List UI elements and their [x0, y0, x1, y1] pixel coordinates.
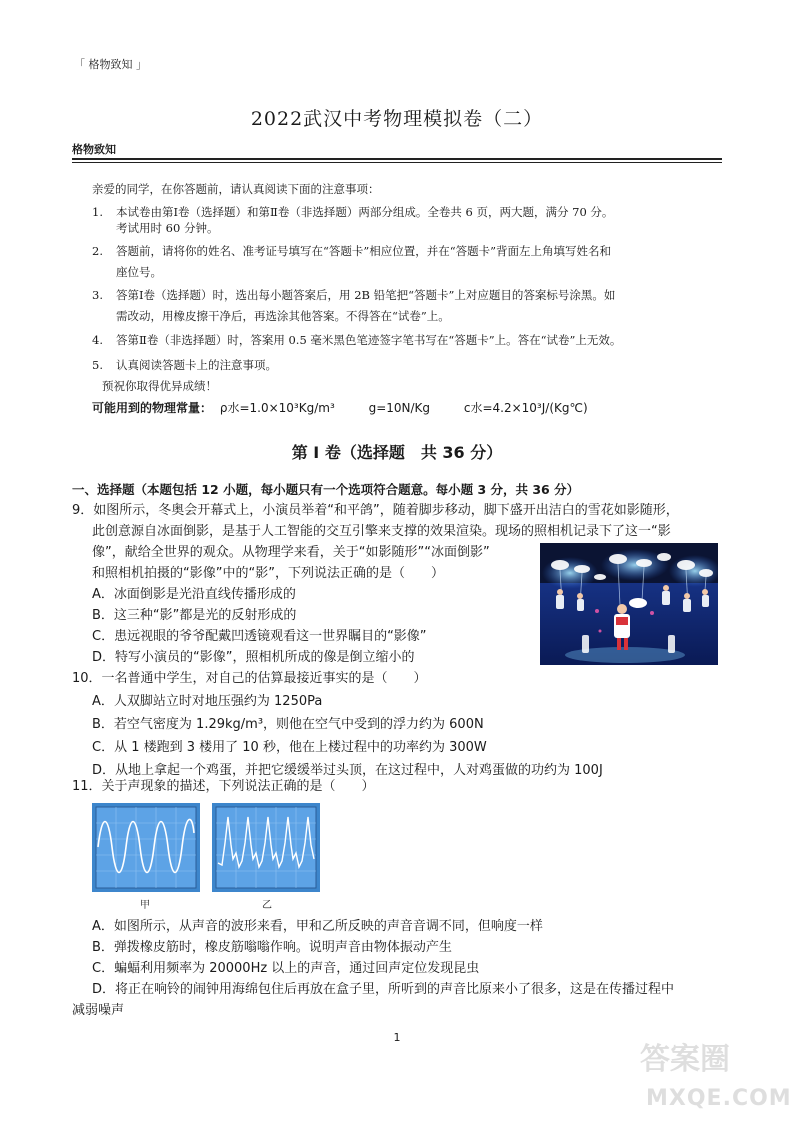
notice-item-num: 4. [92, 333, 103, 347]
q9-stem-line: 此创意源自冰面倒影，是基于人工智能的交互引擎来支撑的效果渲染。现场的照相机记录下了这一“影 [92, 524, 671, 539]
part-heading: 一、选择题（本题包括 12 小题，每小题只有一个选项符合题意。每小题 3 分，共 36 分） [72, 482, 580, 497]
waveform-jia [92, 803, 200, 892]
q9-stem-line: 9．如图所示，冬奥会开幕式上，小演员举着“和平鸽”，随着脚步移动，脚下盛开出洁白的雪花如影随形， [72, 503, 679, 518]
q11-stem: 11．关于声现象的描述，下列说法正确的是（ ） [72, 779, 375, 794]
notice-item-num: 2. [92, 244, 103, 258]
notice-item-text: 本试卷由第Ⅰ卷（选择题）和第Ⅱ卷（非选择题）两部分组成。全卷共 6 页，两大题，满分 70 分。 [116, 205, 614, 219]
olympic-ceremony-photo [540, 543, 718, 665]
notice-item-text: 答第Ⅱ卷（非选择题）时，答案用 0.5 毫米黑色笔迹签字笔书写在“答题卡”上。答在“试卷”上无效。 [116, 333, 622, 347]
q9-option-d: D．特写小演员的“影像”，照相机所成的像是倒立缩小的 [92, 650, 415, 665]
waveform-yi-graphic [212, 803, 320, 892]
q11-option-a: A．如图所示，从声音的波形来看，甲和乙所反映的声音音调不同，但响度一样 [92, 919, 543, 934]
q10-stem: 10．一名普通中学生，对自己的估算最接近事实的是（ ） [72, 671, 427, 686]
q10-option-b: B．若空气密度为 1.29kg/m³，则他在空气中受到的浮力约为 600N [92, 717, 484, 732]
notice-item-text: 答第Ⅰ卷（选择题）时，选出每小题答案后，用 2B 铅笔把“答题卡”上对应题目的答案标号涂黑。如 [116, 288, 616, 302]
q11-option-d: D．将正在响铃的闹钟用海绵包住后再放在盒子里，所听到的声音比原来小了很多，这是在传播过程中 [92, 982, 675, 997]
notice-item-num: 5. [92, 358, 103, 372]
q11-option-c: C．蝙蝠利用频率为 20000Hz 以上的声音，通过回声定位发现昆虫 [92, 961, 480, 976]
waveform-jia-label: 甲 [140, 900, 150, 911]
q9-stem-line: 和照相机拍摄的“影像”中的“影”，下列说法正确的是（ ） [92, 566, 444, 581]
page-title: 2022武汉中考物理模拟卷（二） [250, 108, 544, 130]
notice-item-text: 答题前，请将你的姓名、准考证号填写在“答题卡”相应位置，并在“答题卡”背面左上角填写姓名和 [116, 244, 612, 258]
constant-g: g=10N/Kg [368, 401, 431, 415]
header-tag: 「 格物致知 」 [74, 58, 147, 71]
q9-stem-line: 像”，献给全世界的观众。从物理学来看，关于“如影随形”“冰面倒影” [92, 545, 490, 560]
constants-line [92, 399, 588, 416]
q9-option-c: C．患远视眼的爷爷配戴凹透镜观看这一世界瞩目的“影像” [92, 629, 427, 644]
notice-item-text-cont: 座位号。 [116, 265, 162, 279]
notice-item-num: 3. [92, 288, 103, 302]
notice-item-text: 认真阅读答题卡上的注意事项。 [116, 358, 277, 372]
q9-option-a: A．冰面倒影是光沿直线传播形成的 [92, 587, 296, 602]
ceremony-illustration [540, 543, 718, 665]
watermark-logo: 答案圈 [640, 1042, 730, 1077]
q10-option-c: C．从 1 楼跑到 3 楼用了 10 秒，他在上楼过程中的功率约为 300W [92, 740, 487, 755]
page-number: 1 [393, 1031, 401, 1044]
header-rule-thin [72, 162, 722, 163]
waveform-jia-graphic [92, 803, 200, 892]
notice-wish: 预祝你取得优异成绩！ [102, 379, 217, 393]
watermark-url: MXQE.COM [646, 1086, 792, 1111]
notice-item-text-cont: 需改动，用橡皮擦干净后，再选涂其他答案。不得答在“试卷”上。 [116, 309, 450, 323]
constant-rho: ρ水=1.0×10³Kg/m³ [219, 401, 335, 415]
q10-option-a: A．人双脚站立时对地压强约为 1250Pa [92, 694, 323, 709]
header-rule-thick [72, 158, 722, 160]
q11-option-d-cont: 减弱噪声 [72, 1003, 125, 1018]
constants-label: 可能用到的物理常量： [92, 401, 213, 415]
q10-option-d: D．从地上拿起一个鸡蛋，并把它缓缓举过头顶，在这过程中，人对鸡蛋做的功约为 100J [92, 763, 603, 778]
section-title: 第 I 卷（选择题 共 36 分） [291, 443, 503, 462]
constant-c: c水=4.2×10³J/(Kg℃) [463, 401, 588, 415]
waveform-yi [212, 803, 320, 892]
q9-option-b: B．这三种“影”都是光的反射形成的 [92, 608, 297, 623]
waveform-yi-label: 乙 [262, 900, 272, 911]
brand-label: 格物致知 [72, 143, 116, 156]
notice-intro: 亲爱的同学，在你答题前，请认真阅读下面的注意事项： [92, 182, 380, 196]
q11-option-b: B．弹拨橡皮筋时，橡皮筋嗡嗡作响。说明声音由物体振动产生 [92, 940, 452, 955]
notice-item-text-cont: 考试用时 60 分钟。 [116, 221, 219, 235]
notice-item-num: 1. [92, 205, 103, 219]
